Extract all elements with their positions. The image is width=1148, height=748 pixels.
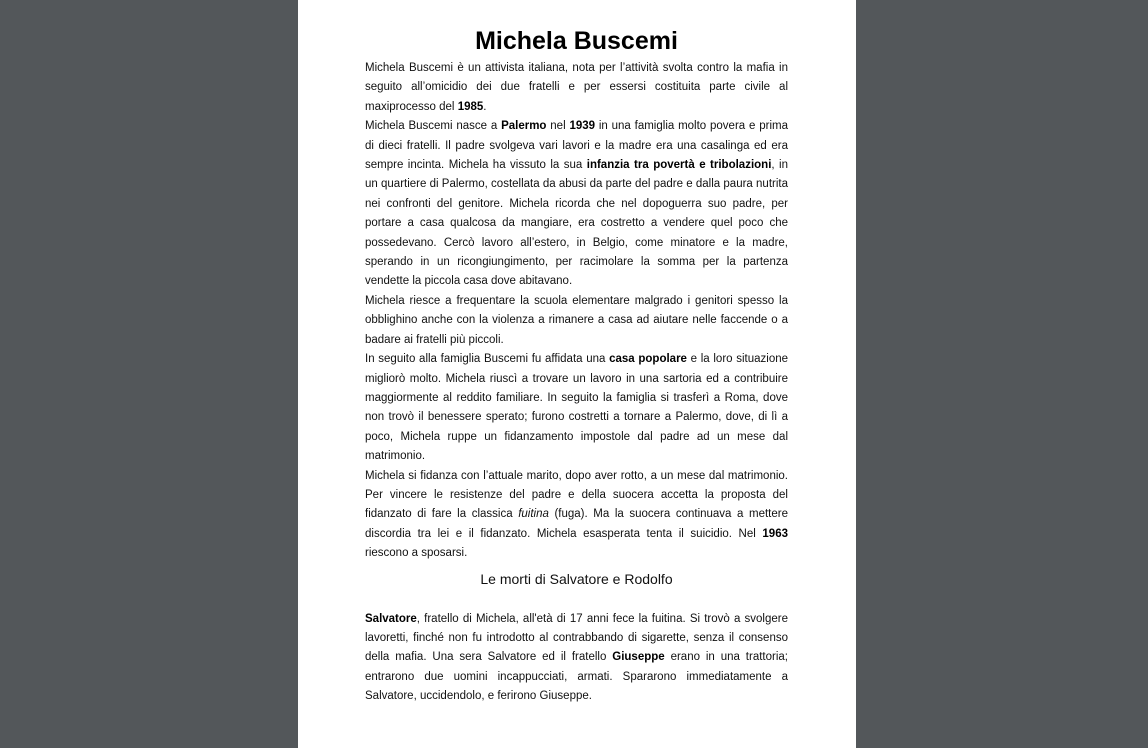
bold-year: 1985 xyxy=(457,100,484,113)
text-run: nel xyxy=(546,120,570,133)
text-run: Michela si fidanza con l’attuale marito, dopo aver rotto, a un mese dal matrimonio. Per vincere le resistenze del padre e della suocera accetta la proposta del fidanzato di fare la classica xyxy=(365,469,788,521)
bold-year: 1939 xyxy=(569,120,596,133)
bold-city: Palermo xyxy=(501,120,547,133)
text-run: erano in una trattoria; entrarono due uomini incappucciati, armati. Spararono immediatamente a Salvatore, uccidendolo, e ferirono Giuseppe. xyxy=(365,651,788,703)
text-run: In seguito alla famiglia Buscemi fu affidata una xyxy=(365,353,610,366)
paragraph-birth xyxy=(365,117,788,292)
text-run: Michela Buscemi è un attivista italiana, nota per l’attività svolta contro la mafia in seguito all’omicidio dei due fratelli e per essersi costituita parte civile al maxiprocesso del xyxy=(365,62,788,113)
page-content xyxy=(365,26,788,707)
paragraph-marriage xyxy=(365,467,788,564)
text-run: Michela Buscemi nasce a xyxy=(365,120,502,133)
bold-phrase: casa popolare xyxy=(609,353,687,366)
paragraph-housing xyxy=(365,350,788,466)
text-run: , in un quartiere di Palermo, costellata da abusi da parte del padre e dalla paura nutrita nei confronti del genitore. Michela ricorda che nel dopoguerra suo padre, per portare a casa qualcosa da mangiare, era costretto a vendere quel poco che possedevano. Cercò lavoro all’estero, in Belgio, come minatore e la madre, sperando in un ricongiungimento, per racimolare la somma per la partenza vendette la piccola casa dove abitavano. xyxy=(365,159,789,288)
paragraph-school: Michela riesce a frequentare la scuola elementare malgrado i genitori spesso la obblighino anche con la violenza a rimanere a casa ad aiutare nelle faccende o a badare ai fratelli più piccoli. xyxy=(365,294,788,346)
bold-phrase: infanzia tra povertà e tribolazioni xyxy=(586,159,772,172)
text-run: riescono a sposarsi. xyxy=(365,547,468,560)
text-run: (fuga). Ma la suocera continuava a mettere discordia tra lei e il fidanzato. Michela esasperata tenta il suicidio. Nel xyxy=(365,508,788,540)
document-title: Michela Buscemi xyxy=(475,27,678,55)
document-page xyxy=(298,0,856,748)
bold-name: Giuseppe xyxy=(612,651,665,664)
bold-name: Salvatore xyxy=(365,612,417,625)
text-run: in una famiglia molto povera e prima di dieci fratelli. Il padre svolgeva vari lavori e la madre era una casalinga ed era sempre incinta. Michela ha vissuto la sua xyxy=(365,120,788,172)
text-run: , fratello di Michela, all'età di 17 anni fece la fuitina. Si trovò a svolgere lavoretti, finché non fu introdotto al contrabbando di sigarette, senza il consenso della mafia. Una sera Salvatore ed il fratello xyxy=(365,612,788,664)
section-heading: Le morti di Salvatore e Rodolfo xyxy=(480,570,673,587)
paragraph-intro xyxy=(365,59,788,117)
paragraph-salvatore xyxy=(365,610,788,707)
text-run: . xyxy=(483,100,487,113)
text-run: e la loro situazione migliorò molto. Michela riuscì a trovare un lavoro in una sartoria ed a contribuire maggiormente al reddito familiare. In seguito la famiglia si trasferì a Roma, dove non trovò il benessere sperato; furono costretti a tornare a Palermo, dove, di lì a poco, Michela ruppe un fidanzamento impostole dal padre ad un mese dal matrimonio. xyxy=(365,353,789,463)
bold-year: 1963 xyxy=(762,527,788,540)
italic-word: fuitina xyxy=(518,508,549,521)
